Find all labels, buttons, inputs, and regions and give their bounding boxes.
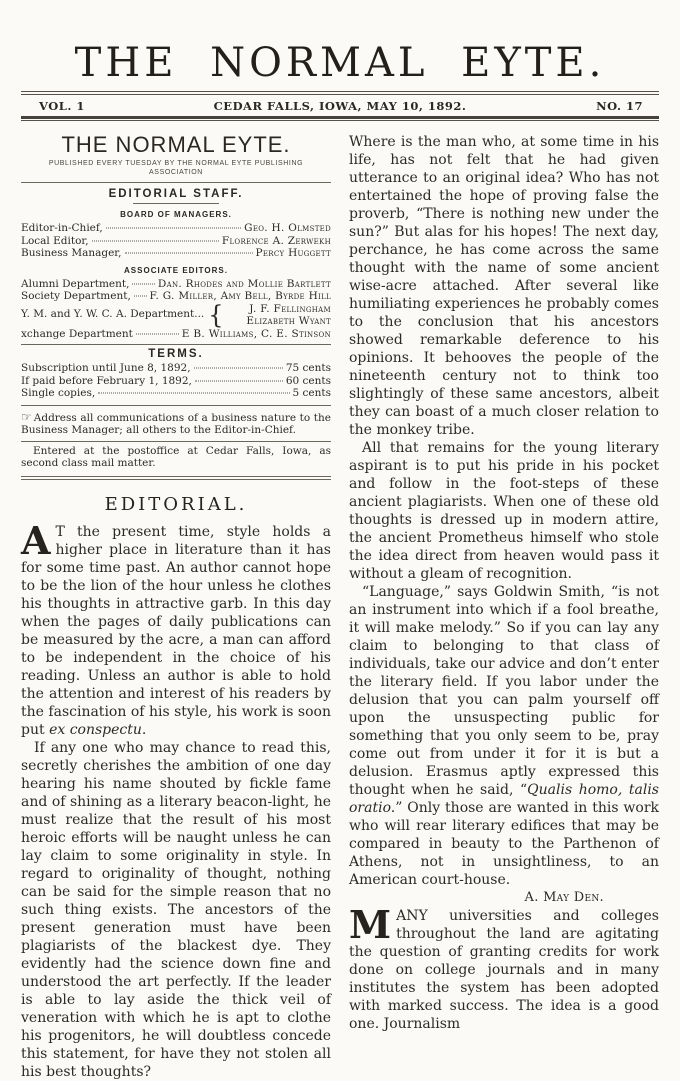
staff-name: F. G. Miller, Amy Bell, Byrde Hill (149, 290, 331, 302)
dot-leader (194, 368, 283, 369)
staff-name: Dan. Rhodes and Mollie Bartlett (157, 277, 331, 290)
editorial-paragraph: “Language,” says Goldwin Smith, “is not an instrument into which if a fool breathe, it will make melody.” So if you can lay any claim to belonging to that class of individuals, take our advice and don’t enter the literary field. If you labor under the delusion that you can palm yourself off upon the unsuspecting public for something that you only seem to be, pray come out from under it for it is but a delusion. Erasmus aptly expressed this thought when he said, “Qualis homo, talis oratio.” Only those are wanted in this work who will rear literary edifices that may be compared in beauty to the Parthenon of Athens, not in unsightliness, to an American court-house. (349, 584, 659, 888)
staff-role: xchange Department (21, 327, 133, 340)
left-column (21, 133, 331, 1081)
staff-name: Geo. H. Olmsted (244, 222, 331, 234)
associate-editors-block (21, 278, 331, 341)
staff-name: Florence A. Zerwekh (221, 234, 331, 247)
header-heavy-rule (21, 116, 659, 121)
divider (21, 476, 331, 480)
staff-name: Percy Huggett (255, 247, 331, 259)
drop-cap: M (349, 902, 392, 947)
staff-name: J. F. Fellingham (249, 302, 331, 315)
address-note (21, 411, 331, 437)
issue-info-row (21, 95, 659, 116)
dot-leader (106, 228, 241, 229)
terms-row (21, 387, 331, 400)
paper-title: THE NORMAL EYTE. (61, 132, 291, 157)
issue-number: NO. 17 (596, 99, 643, 113)
brace-glyph: { (208, 300, 224, 330)
drop-cap: A (21, 517, 51, 563)
publisher-line: PUBLISHED EVERY TUESDAY BY THE NORMAL EYTE PUBLISHING ASSOCIATION (48, 160, 304, 176)
manicule-icon: ☞ (21, 409, 32, 424)
terms-row (21, 362, 331, 375)
dot-leader (92, 240, 219, 241)
terms-item: Subscription until June 8, 1892, (21, 362, 191, 374)
staff-role: Business Manager, (21, 247, 122, 259)
braced-names (226, 303, 331, 328)
dot-leader (125, 253, 253, 254)
staff-role: Local Editor, (21, 234, 89, 247)
dot-leader (132, 283, 154, 284)
article-signature: A. May Den. (524, 890, 604, 905)
dot-leader (136, 333, 179, 334)
editorial-paragraph (349, 902, 659, 1033)
terms-block (21, 362, 331, 400)
terms-heading: TERMS. (148, 348, 204, 360)
divider (21, 344, 331, 345)
editorial-staff-heading: EDITORIAL STAFF. (108, 188, 244, 200)
dateline: CEDAR FALLS, IOWA, MAY 10, 1892. (213, 99, 467, 113)
terms-item: Single copies, (21, 387, 96, 399)
staff-row (21, 222, 331, 235)
staff-role: Alumni Department, (21, 277, 130, 290)
staff-name: E B. Williams, C. E. Stinson (181, 327, 331, 340)
terms-price: 5 cents (292, 387, 331, 399)
board-of-managers-heading: BOARD OF MANAGERS. (120, 210, 232, 219)
dot-leader (195, 380, 283, 381)
masthead-title: THE NORMAL EYTE. (74, 40, 606, 86)
right-column (349, 133, 659, 1081)
paragraph-text: T the present time, style holds a higher place in literature than it has for some time past. An author cannot hope to be the lion of the hour unless he clothes his thoughts in attractive garb. In this day when the pages of daily publications can be measured by the acre, a man can afford to be independent in the choice of his reading. Unless an author is able to hold the attention and interest of his readers by the fascination of his style, his work is soon put ex conspectu. (21, 523, 331, 738)
associate-editors-heading: ASSOCIATE EDITORS. (124, 265, 228, 275)
staff-name: Elizabeth Wyant (246, 315, 331, 327)
column-layout (21, 133, 659, 1081)
editorial-paragraph (21, 517, 331, 739)
short-rule (133, 203, 219, 204)
volume-label: VOL. 1 (39, 99, 85, 113)
staff-row (21, 328, 331, 341)
terms-row (21, 375, 331, 388)
divider (21, 405, 331, 406)
editorial-heading: EDITORIAL. (104, 493, 248, 515)
staff-role: Society Department, (21, 290, 131, 302)
editorial-paragraph: If any one who may chance to read this, secretly cherishes the ambition of one day hearing his name shouted by fickle fame and of shining as a literary beacon-light, he must realize that the result of his most heroic efforts will be naught unless he can lay claim to some originality in style. In regard to originality of thought, nothing can be said for the simple reason that no such thing exists. The ancestors of the present generation must have been plagiarists of the blackest dye. They evidently had the science down fine and understood the art perfectly. If the leader is able to lay aside the thick veil of veneration with which he is apt to clothe his progenitors, he will doubtless concede this statement, for have they not stolen all his best thoughts? (21, 739, 331, 1080)
staff-row (21, 247, 331, 260)
divider (21, 441, 331, 442)
staff-row (21, 278, 331, 291)
paragraph-text: ANY universities and colleges throughout the land are agitating the question of granting credits for work done on college journals and in many institutes the system has been adopted with marked success. The idea is a good one. Journalism (349, 908, 659, 1032)
divider (21, 182, 331, 183)
editorial-paragraph: All that remains for the young literary aspirant is to put his pride in his pocket and follow in the foot-steps of these ancient plagiarists. When one of these old thoughts is dressed up in modern attire, the ancient Prometheus himself who stole the idea direct from heaven would pass it without a gleam of recognition. (349, 440, 659, 582)
staff-role: Editor-in-Chief, (21, 222, 103, 234)
editorial-paragraph: Where is the man who, at some time in his life, has not felt that he had given utterance to an original idea? Who has not entertained the hope of proving false the proverb, “There is nothing new under the sun?” But alas for his hopes! The next day, perchance, he has come across the same thought with the name of some ancient wise-acre attached. After several like humiliating experiences he probably comes to the conclusion that his ancestors showed remarkable deference to his opinions. It behooves the people of the nineteenth century not to think too slightingly of these same ancestors, albeit they can boast of a much closer relation to the monkey tribe. (349, 134, 659, 438)
address-note-text: Address all communications of a business nature to the Business Manager; all others to the Editor-in-Chief. (21, 411, 331, 436)
dot-leader (134, 296, 147, 297)
terms-price: 75 cents (285, 362, 331, 374)
dot-leader (98, 393, 289, 394)
staff-row (21, 290, 331, 303)
entered-note: Entered at the postoffice at Cedar Falls, Iowa, as second class mail matter. (21, 444, 331, 469)
terms-item: If paid before February 1, 1892, (21, 374, 192, 387)
staff-row (21, 235, 331, 248)
terms-price: 60 cents (285, 374, 331, 387)
staff-role: Y. M. and Y. W. C. A. Department... (21, 307, 205, 320)
staff-row-braced (21, 300, 331, 330)
